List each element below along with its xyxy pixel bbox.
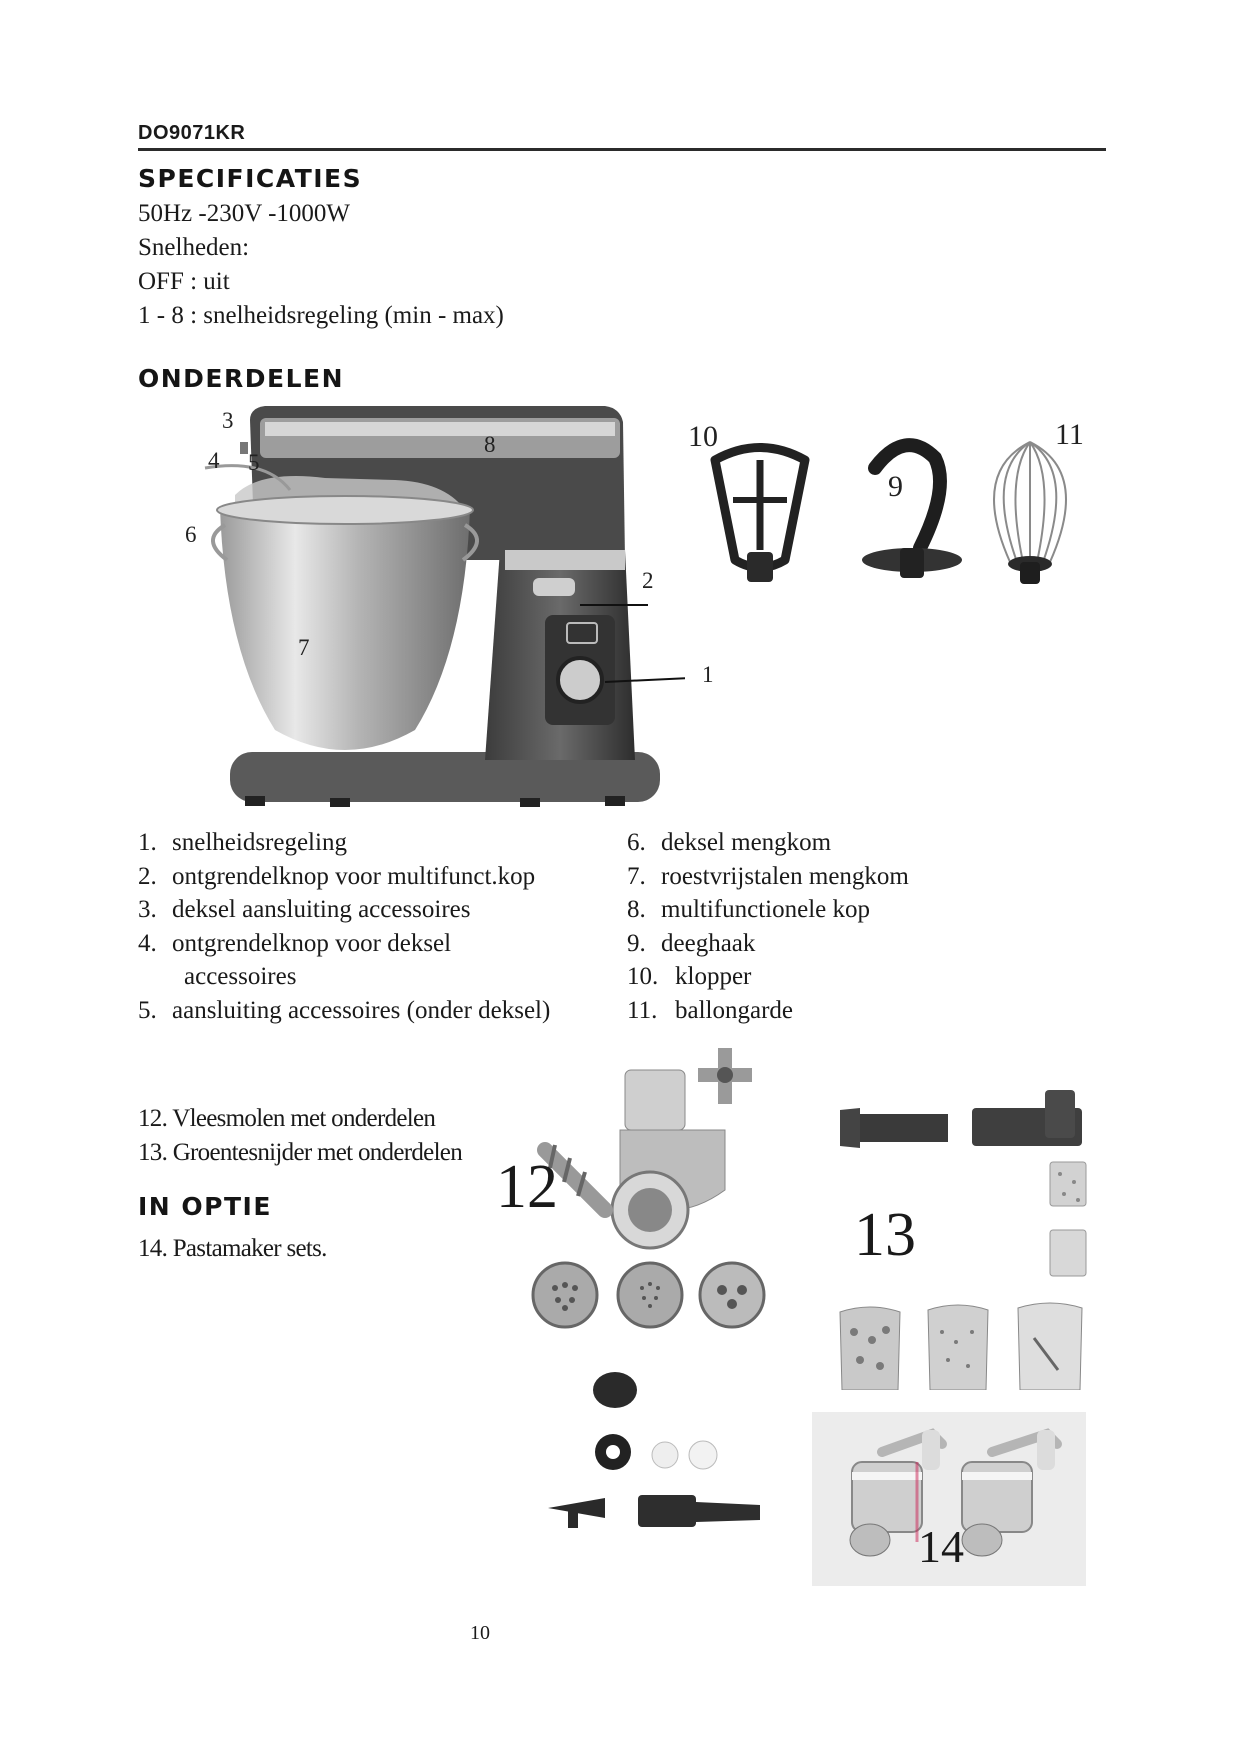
callout-1: 1: [702, 662, 714, 687]
spec-line: Snelheden:: [138, 234, 250, 261]
list-item: 9. deeghaak: [627, 929, 756, 957]
page-number: 10: [470, 1622, 490, 1644]
callout-6: 6: [185, 522, 197, 547]
list-item: accessoires: [184, 963, 297, 991]
beater-illustration: [695, 440, 825, 590]
specs-lines: [138, 197, 504, 333]
specs-heading: SPECIFICATIES: [138, 164, 363, 193]
whisk-illustration: [965, 432, 1095, 592]
model-number: DO9071KR: [138, 122, 246, 144]
accessory-label-12: 12: [496, 1153, 558, 1221]
callout-11: 11: [1055, 418, 1084, 451]
list-item: 3. deksel aansluiting accessoires: [138, 896, 471, 924]
parts-list-left: [138, 826, 550, 1028]
meat-grinder-illustration: [520, 1040, 800, 1540]
callout-2: 2: [642, 568, 654, 593]
spec-line: 50Hz -230V -1000W: [138, 200, 350, 227]
list-item: 7. roestvrijstalen mengkom: [627, 862, 909, 890]
callout-3: 3: [222, 408, 234, 433]
header-rule: [138, 148, 1106, 151]
parts-heading: ONDERDELEN: [138, 364, 345, 393]
list-item: 2. ontgrendelknop voor multifunct.kop: [138, 862, 536, 890]
dough-hook-illustration: [850, 428, 970, 588]
callout-5: 5: [248, 450, 260, 475]
list-item: 10. klopper: [627, 963, 752, 991]
callout-10: 10: [688, 420, 718, 453]
callout-9: 9: [888, 470, 903, 503]
callout-7: 7: [298, 635, 310, 660]
accessory-label-13: 13: [854, 1201, 916, 1269]
list-item: 13. Groentesnijder met onderdelen: [138, 1139, 463, 1166]
list-item: 1. snelheidsregeling: [138, 829, 347, 856]
list-item: 6. deksel mengkom: [627, 829, 832, 856]
spec-line: 1 - 8 : snelheidsregeling (min - max): [138, 302, 504, 329]
accessories-list: [138, 1102, 462, 1170]
list-item: 11. ballongarde: [627, 996, 794, 1024]
parts-list-right: [627, 826, 909, 1028]
optional-text: 14. Pastamaker sets.: [138, 1235, 327, 1262]
spec-line: OFF : uit: [138, 268, 230, 295]
accessory-label-14: 14: [918, 1521, 964, 1572]
callout-8: 8: [484, 432, 496, 457]
list-item: 4. ontgrendelknop voor deksel: [138, 929, 452, 957]
list-item: 8. multifunctionele kop: [627, 896, 870, 924]
callout-4: 4: [208, 448, 220, 473]
optional-heading: IN OPTIE: [138, 1192, 272, 1221]
list-item: 5. aansluiting accessoires (onder deksel): [138, 996, 551, 1024]
list-item: 12. Vleesmolen met onderdelen: [138, 1105, 436, 1132]
stand-mixer-illustration: [165, 400, 685, 820]
